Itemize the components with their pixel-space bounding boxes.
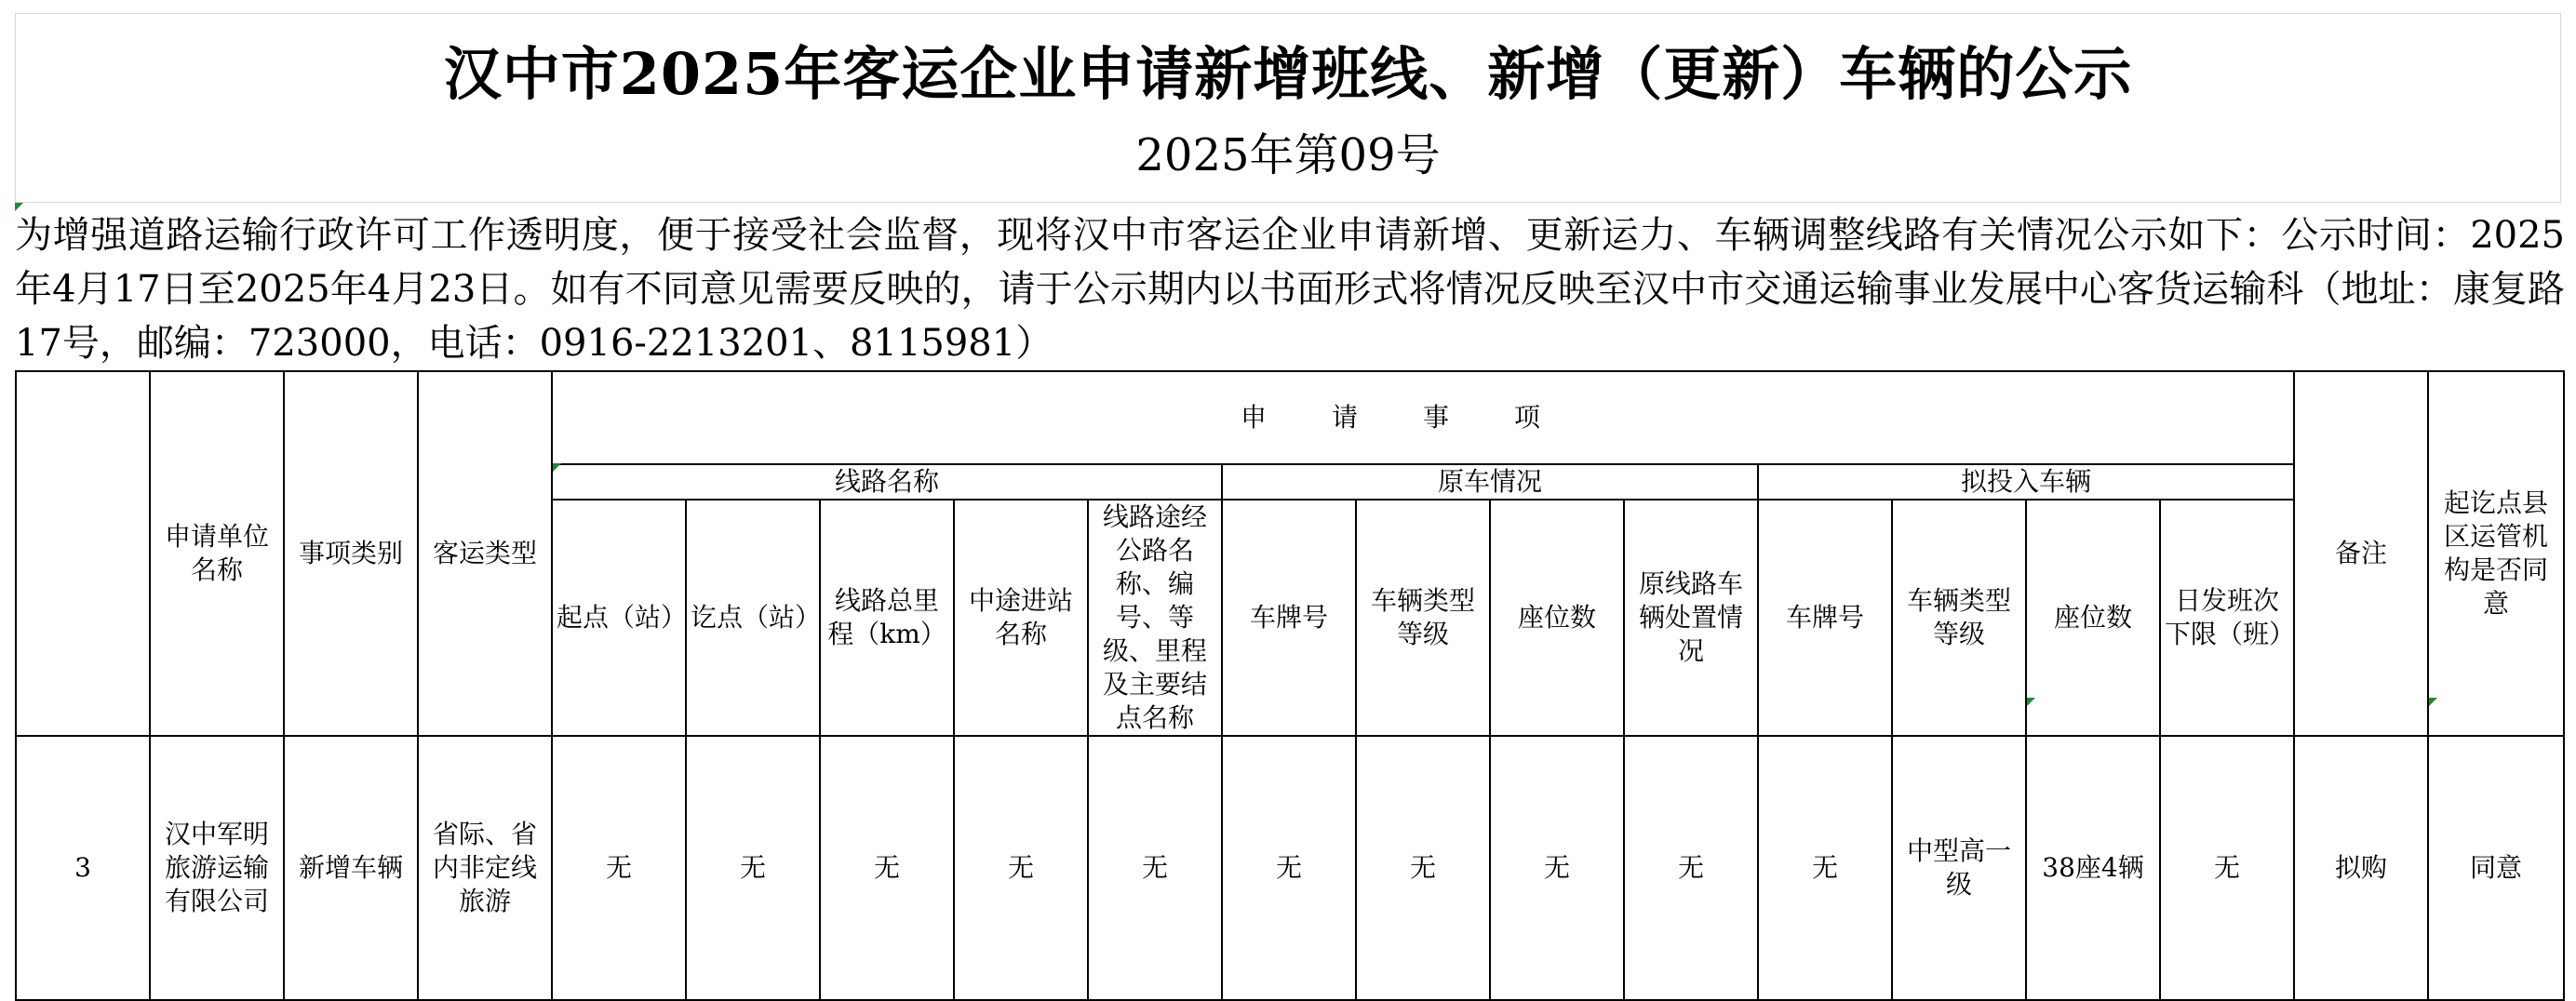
cell-road-info: 无 [1088,736,1222,1000]
cell-orig-type: 无 [1356,736,1490,1000]
cell-applicant: 汉中军明旅游运输有限公司 [150,736,284,1000]
header-start: 起点（站） [552,500,686,736]
header-row-1 [16,371,2564,464]
header-item-type: 事项类别 [284,371,418,736]
header-applicant: 申请单位名称 [150,371,284,736]
cell-remarks: 拟购 [2294,736,2428,1000]
header-mileage: 线路总里程（km） [820,500,954,736]
comment-marker-icon [2027,698,2035,706]
header-remarks: 备注 [2294,371,2428,736]
cell-agree: 同意 [2428,736,2564,1000]
comment-marker-icon [2429,698,2437,706]
cell-orig-seats: 无 [1490,736,1624,1000]
header-planned-group: 拟投入车辆 [1758,464,2294,500]
cell-via: 无 [954,736,1088,1000]
application-table [15,370,2565,1001]
header-plan-seats: 座位数 [2026,500,2160,736]
header-orig-seats: 座位数 [1490,500,1624,736]
header-route-group: 线路名称 [552,464,1222,500]
cell-no: 3 [16,736,150,1000]
header-orig-type: 车辆类型等级 [1356,500,1490,736]
header-daily-min: 日发班次下限（班） [2160,500,2294,736]
header-orig-disposal: 原线路车辆处置情况 [1624,500,1758,736]
notice-paragraph: 为增强道路运输行政许可工作透明度，便于接受社会监督，现将汉中市客运企业申请新增、更新运力、车辆调整线路有关情况公示如下：公示时间：2025年4月17日至2025年4月23日。如有不同意见需要反映的，请于公示期内以书面形式将情况反映至汉中市交通运输事业发展中心客货运输科（地址：康复路17号，邮编：723000，电话：0916-2213201、8115981） [15,214,2565,365]
cell-plan-type: 中型高一级 [1892,736,2026,1000]
table-row [16,736,2564,1000]
cell-orig-disposal: 无 [1624,736,1758,1000]
cell-orig-plate: 无 [1222,736,1356,1000]
header-county-agree: 起讫点县区运管机构是否同意 [2428,371,2564,736]
title-box [15,13,2561,203]
header-original-group: 原车情况 [1222,464,1758,500]
header-application-items: 申请事项 [552,371,2294,464]
header-transport-type: 客运类型 [418,371,552,736]
cell-plan-plate: 无 [1758,736,1892,1000]
header-via: 中途进站名称 [954,500,1088,736]
cell-transport-type: 省际、省内非定线旅游 [418,736,552,1000]
header-plan-plate: 车牌号 [1758,500,1892,736]
cell-daily-min: 无 [2160,736,2294,1000]
cell-mileage: 无 [820,736,954,1000]
header-end: 讫点（站） [686,500,820,736]
cell-item-type: 新增车辆 [284,736,418,1000]
header-road-info: 线路途经公路名称、编号、等级、里程及主要结点名称 [1088,500,1222,736]
header-plan-type: 车辆类型等级 [1892,500,2026,736]
issue-number: 2025年第09号 [1135,129,1441,181]
cell-end: 无 [686,736,820,1000]
cell-start: 无 [552,736,686,1000]
cell-plan-seats: 38座4辆 [2026,736,2160,1000]
header-orig-plate: 车牌号 [1222,500,1356,736]
page-title: 汉中市2025年客运企业申请新增班线、新增（更新）车辆的公示 [443,40,2133,108]
comment-marker-icon [553,463,561,472]
header-index [16,371,150,736]
